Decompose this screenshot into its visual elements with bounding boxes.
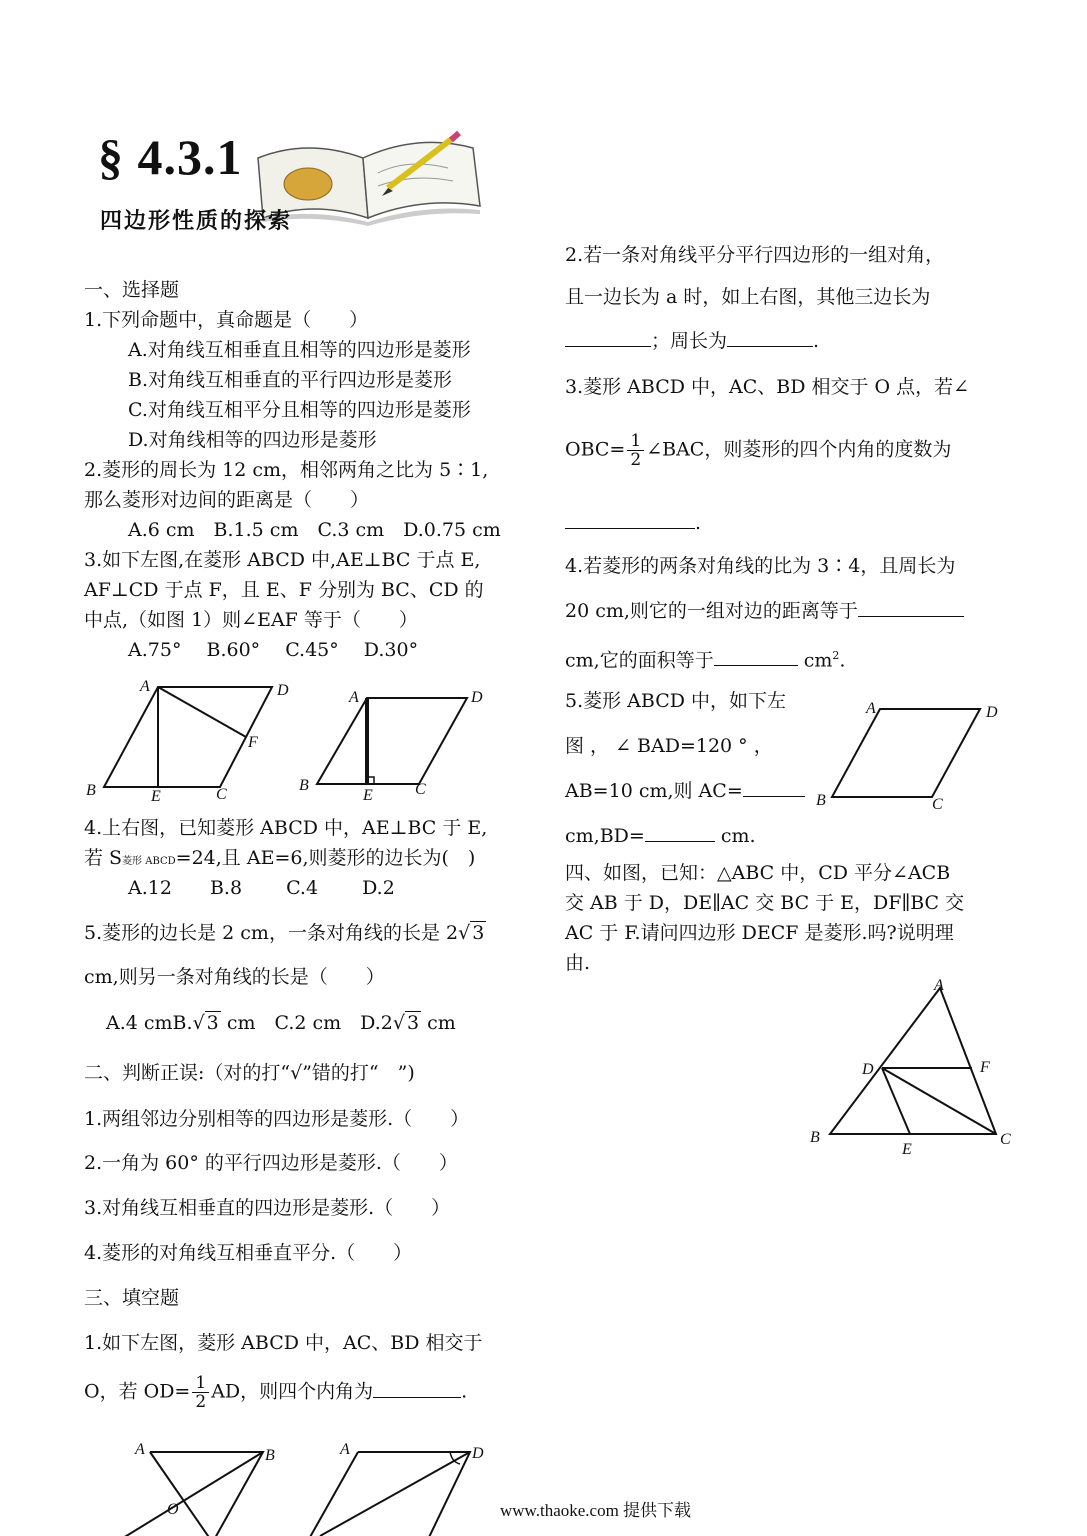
- fill-2-end: .: [813, 330, 820, 352]
- question-3-line1: 3.如下左图,在菱形 ABCD 中,AE⊥BC 于点 E,: [84, 549, 481, 571]
- fill-2-line2: 且一边长为 a 时，如上右图，其他三边长为: [565, 286, 931, 308]
- fill-4-line3: [565, 641, 845, 675]
- figure-rhombus-120: [812, 695, 1012, 815]
- fig6-label: D: [472, 1445, 484, 1462]
- fig4-label: F: [980, 1059, 990, 1076]
- sqrt-3: √ 3: [392, 1012, 420, 1034]
- section-4-line1: 四、如图，已知：△ABC 中，CD 平分∠ACB: [565, 862, 951, 884]
- fill-3-line3: [565, 508, 701, 538]
- fill-4-unit: cm: [803, 649, 833, 672]
- question-4-line1: 4.上右图，已知菱形 ABCD 中，AE⊥BC 于 E,: [84, 817, 488, 839]
- answer-blank[interactable]: [645, 823, 715, 842]
- fig3-label: A: [866, 700, 876, 717]
- judge-4: 4.菱形的对角线互相垂直平分.（ ）: [84, 1242, 413, 1264]
- section-4-line3: AC 于 F.请问四边形 DECF 是菱形.吗?说明理: [565, 922, 954, 944]
- fig1-label: E: [151, 788, 161, 805]
- fig1-label: F: [248, 734, 258, 751]
- answer-blank[interactable]: [565, 328, 651, 347]
- q5-opt-unit: cm: [427, 1012, 456, 1034]
- figure-parallelogram-bisector: [300, 1436, 500, 1536]
- q5-opt-ab: A.4 cmB.: [106, 1012, 193, 1034]
- fig1-label: A: [140, 678, 150, 695]
- fill-3-text-post: ∠BAC，则菱形的四个内角的度数为: [646, 438, 952, 461]
- option-1b: B.对角线互相垂直的平行四边形是菱形: [128, 369, 453, 391]
- fig5-label: A: [135, 1441, 145, 1458]
- q5-opt-bcd: cm C.2 cm D.2: [226, 1012, 393, 1034]
- fill-1-end: .: [461, 1380, 468, 1403]
- option-1d: D.对角线相等的四边形是菱形: [128, 429, 377, 451]
- question-3-line3: 中点,（如图 1）则∠EAF 等于（ ）: [84, 609, 418, 631]
- fig6-label: A: [340, 1441, 350, 1458]
- fill-5-text-pre: cm,BD=: [565, 825, 645, 847]
- question-2-line2: 那么菱形对边间的距离是（ ）: [84, 489, 370, 511]
- fig5-label: B: [265, 1447, 275, 1464]
- question-3-line2: AF⊥CD 于点 F，且 E、F 分别为 BC、CD 的: [84, 579, 484, 601]
- fill-5-text: AB=10 cm,则 AC=: [565, 780, 743, 802]
- section-subtitle: 四边形性质的探索: [100, 209, 293, 234]
- section-heading-fill: 三、填空题: [84, 1287, 180, 1309]
- fig4-label: E: [902, 1141, 912, 1158]
- fill-4-text-pre: cm,它的面积等于: [565, 649, 714, 672]
- fig4-label: C: [1000, 1131, 1011, 1148]
- question-4-line2: [84, 843, 475, 877]
- fill-5-end: cm.: [720, 825, 756, 847]
- fig4-label: A: [934, 977, 944, 994]
- question-5-line2: cm,则另一条对角线的长是（ ）: [84, 966, 385, 988]
- judge-1: 1.两组邻边分别相等的四边形是菱形.（ ）: [84, 1108, 470, 1130]
- fill-2-mid: ；周长为: [651, 330, 728, 352]
- figure-triangle-decf: [806, 972, 1026, 1162]
- fill-1-text-pre: O，若 OD=: [84, 1380, 191, 1403]
- answer-blank[interactable]: [858, 598, 964, 617]
- fig2-label: C: [415, 781, 426, 798]
- answer-blank[interactable]: [727, 328, 813, 347]
- fill-1-text-post: AD，则四个内角为: [211, 1380, 374, 1403]
- fig1-label: C: [216, 786, 227, 803]
- fill-5-line1: 5.菱形 ABCD 中，如下左: [565, 690, 787, 712]
- q4-text-pre: 若 S: [84, 847, 123, 869]
- fill-3-line1: 3.菱形 ABCD 中，AC、BD 相交于 O 点，若∠: [565, 376, 970, 398]
- fig1-label: D: [277, 682, 289, 699]
- question-2-line1: 2.菱形的周长为 12 cm，相邻两角之比为 5∶1,: [84, 459, 489, 481]
- fig2-label: A: [349, 689, 359, 706]
- question-1: 1.下列命题中，真命题是（ ）: [84, 309, 369, 331]
- fill-4-line1: 4.若菱形的两条对角线的比为 3∶4，且周长为: [565, 555, 956, 577]
- fig5-label: O: [167, 1501, 179, 1518]
- fill-5-line3: [565, 776, 805, 806]
- fill-5-line4: [565, 821, 756, 851]
- question-4-options: A.12 B.8 C.4 D.2: [128, 877, 395, 899]
- fraction-half: $\frac{1}{2}$: [192, 1374, 209, 1411]
- section-4-line2: 交 AB 于 D，DE∥AC 交 BC 于 E，DF∥BC 交: [565, 892, 965, 914]
- fill-5-line2: 图 ， ∠ BAD=120 ° ，: [565, 735, 773, 757]
- fill-4-line2: [565, 596, 964, 626]
- answer-blank[interactable]: [565, 510, 695, 529]
- fill-3-line2: [565, 432, 951, 469]
- answer-blank[interactable]: [373, 1379, 461, 1398]
- fill-1-line2: [84, 1374, 467, 1411]
- fraction-half: $\frac{1}{2}$: [627, 432, 644, 469]
- judge-2: 2.一角为 60° 的平行四边形是菱形.（ ）: [84, 1152, 458, 1174]
- sqrt-3: √ 3: [458, 922, 485, 944]
- option-1c: C.对角线互相平分且相等的四边形是菱形: [128, 399, 471, 421]
- answer-blank[interactable]: [743, 778, 805, 797]
- fig2-label: D: [471, 689, 483, 706]
- section-heading-choice: 一、选择题: [84, 279, 180, 301]
- fig3-label: B: [816, 792, 826, 809]
- fig3-label: C: [932, 796, 943, 813]
- fill-4-sup: 2: [832, 649, 840, 662]
- question-5-options: [106, 1008, 456, 1038]
- option-1a: A.对角线互相垂直且相等的四边形是菱形: [128, 339, 471, 361]
- section-number: § 4.3.1: [98, 129, 243, 185]
- section-4-line4: 由.: [565, 952, 591, 974]
- fig4-label: B: [810, 1129, 820, 1146]
- fill-1-line1: 1.如下左图，菱形 ABCD 中，AC、BD 相交于: [84, 1332, 483, 1354]
- figure-rhombus-ae: [295, 682, 495, 807]
- fig2-label: E: [363, 787, 373, 804]
- fig3-label: D: [986, 704, 998, 721]
- q5-text: 5.菱形的边长是 2 cm，一条对角线的长是 2: [84, 922, 459, 944]
- footer-credit: www.thaoke.com 提供下载: [500, 1501, 692, 1520]
- q4-text-post: =24,且 AE=6,则菱形的边长为( ): [175, 847, 476, 869]
- fill-4-end: .: [839, 649, 846, 672]
- question-3-options: A.75° B.60° C.45° D.30°: [128, 639, 419, 661]
- question-2-options: A.6 cm B.1.5 cm C.3 cm D.0.75 cm: [128, 519, 501, 541]
- fill-3-text-pre: OBC=: [565, 438, 626, 461]
- q4-subscript: 菱形 ABCD: [122, 856, 176, 867]
- fill-3-end: .: [695, 512, 702, 534]
- fill-2-line3: [565, 326, 819, 356]
- section-heading-judge: 二、判断正误:（对的打“√”错的打“ ”): [84, 1062, 415, 1084]
- answer-blank[interactable]: [714, 647, 798, 666]
- question-5-line1: [84, 918, 486, 948]
- fill-2-line1: 2.若一条对角线平分平行四边形的一组对角，: [565, 244, 945, 266]
- figure-rhombus-aef: [82, 675, 297, 805]
- fig1-label: B: [86, 782, 96, 799]
- fig4-label: D: [862, 1061, 874, 1078]
- figure-rhombus-od: [95, 1436, 295, 1536]
- judge-3: 3.对角线互相垂直的四边形是菱形.（ ）: [84, 1197, 451, 1219]
- fill-4-text: 20 cm,则它的一组对边的距离等于: [565, 600, 858, 622]
- fig2-label: B: [299, 777, 309, 794]
- sqrt-3: √ 3: [192, 1012, 219, 1034]
